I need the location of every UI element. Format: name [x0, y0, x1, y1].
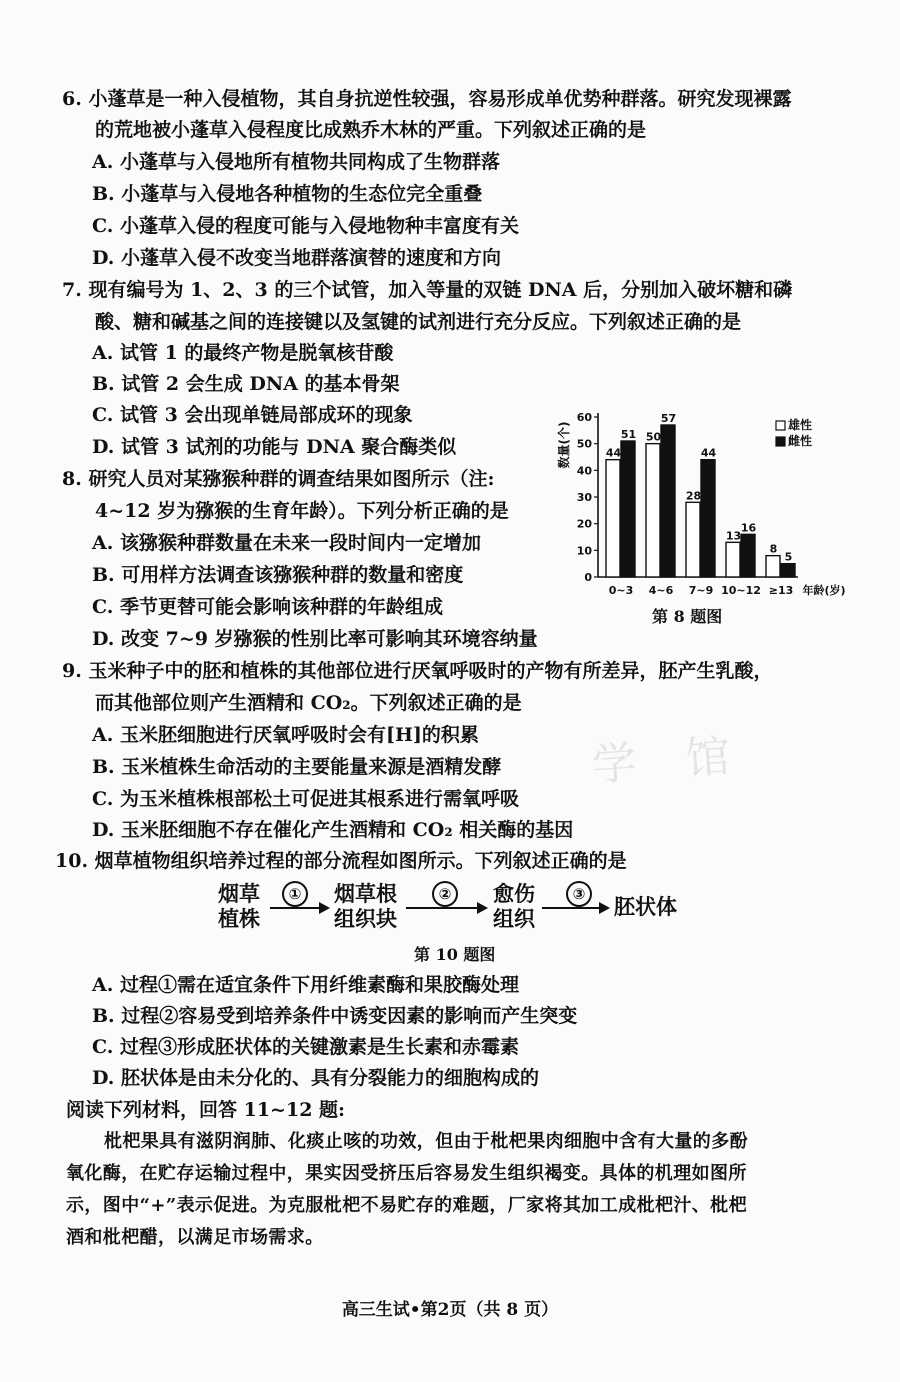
q7-option-b: B. 试管 2 会生成 DNA 的基本骨架	[92, 373, 400, 395]
y-tick-label: 20	[576, 517, 592, 531]
bar-female-3	[741, 534, 755, 577]
data-label-male-1: 50	[645, 430, 662, 444]
reading-passage-line-3: 示，图中“+”表示促进。为克服枇杷不易贮存的难题，厂家将其加工成枇杷汁、枇杷	[66, 1195, 747, 1216]
bar-female-0	[621, 441, 635, 577]
reading-passage-line-2: 氧化酶，在贮存运输过程中，果实因受挤压后容易发生组织褐变。具体的机理如图所	[66, 1163, 747, 1184]
y-tick-label: 50	[576, 437, 592, 451]
flow-step-1-marker: ①	[282, 881, 308, 907]
q8-figure-caption: 第 8 题图	[652, 607, 723, 626]
bar-male-0	[606, 460, 620, 577]
x-tick-label: 7~9	[688, 584, 714, 597]
legend-label-male: 雄性	[788, 418, 813, 432]
data-label-male-3: 13	[725, 529, 742, 543]
legend-swatch-female	[776, 437, 785, 446]
q9-stem-line-1: 9. 玉米种子中的胚和植株的其他部位进行厌氧呼吸时的产物有所差异，胚产生乳酸，	[62, 660, 773, 682]
chart-axes	[556, 411, 798, 584]
flow-node-tobacco-plant	[218, 881, 260, 931]
q8-option-c: C. 季节更替可能会影响该种群的年龄组成	[92, 596, 444, 618]
y-tick-label: 30	[576, 491, 592, 504]
data-label-female-1: 57	[660, 412, 677, 425]
legend-swatch-male	[776, 421, 785, 430]
q9-option-c: C. 为玉米植株根部松土可促进其根系进行需氧呼吸	[92, 788, 520, 810]
q8-option-a: A. 该猕猴种群数量在未来一段时间内一定增加	[92, 532, 481, 554]
q9-option-d: D. 玉米胚细胞不存在催化产生酒精和 CO₂ 相关酶的基因	[92, 819, 574, 841]
data-label-female-4: 5	[784, 550, 793, 564]
q6-option-c: C. 小蓬草入侵的程度可能与入侵地物种丰富度有关	[92, 215, 520, 237]
flow-node-callus-line-1: 愈伤	[493, 881, 535, 906]
y-tick-label: 40	[576, 464, 592, 478]
y-tick-label: 0	[584, 571, 592, 584]
legend-label-female: 雌性	[788, 434, 813, 448]
q8-option-d: D. 改变 7~9 岁猕猴的性别比率可影响其环境容纳量	[92, 628, 538, 650]
y-tick-label: 60	[576, 411, 592, 424]
data-label-female-3: 16	[740, 521, 757, 535]
q7-option-d: D. 试管 3 试剂的功能与 DNA 聚合酶类似	[92, 436, 457, 458]
watermark-stamp: 学 馆	[590, 729, 750, 792]
q6-option-b: B. 小蓬草与入侵地各种植物的生态位完全重叠	[92, 183, 483, 205]
flow-arrow-2	[406, 907, 486, 909]
q8-stem-line-1: 8. 研究人员对某猕猴种群的调查结果如图所示（注:	[62, 468, 495, 490]
x-tick-label: ≥13	[768, 584, 794, 597]
q10-option-c: C. 过程③形成胚状体的关键激素是生长素和赤霉素	[92, 1036, 520, 1058]
q7-stem-line-1: 7. 现有编号为 1、2、3 的三个试管，加入等量的双链 DNA 后，分别加入破坏糖和磷	[62, 279, 793, 301]
data-label-male-4: 8	[769, 542, 778, 556]
q10-option-d: D. 胚状体是由未分化的、具有分裂能力的细胞构成的	[92, 1067, 540, 1089]
y-axis-label: 数量(个)	[557, 421, 571, 469]
q8-population-bar-chart	[548, 405, 860, 623]
flow-node-tobacco-plant-line-2: 植株	[218, 906, 260, 931]
q7-stem-line-2: 酸、糖和碱基之间的连接键以及氢键的试剂进行充分反应。下列叙述正确的是	[95, 311, 742, 333]
bar-male-4	[766, 556, 780, 577]
flow-node-callus-line-2: 组织	[493, 906, 535, 931]
y-tick-label: 10	[576, 544, 592, 558]
flow-arrow-3	[542, 907, 608, 909]
bar-male-3	[726, 542, 740, 577]
q6-option-d: D. 小蓬草入侵不改变当地群落演替的速度和方向	[92, 247, 502, 269]
bar-female-1	[661, 425, 675, 577]
q10-option-b: B. 过程②容易受到培养条件中诱变因素的影响而产生突变	[92, 1005, 578, 1027]
q8-option-b: B. 可用样方法调查该猕猴种群的数量和密度	[92, 564, 464, 586]
q7-option-a: A. 试管 1 的最终产物是脱氧核苷酸	[92, 342, 394, 364]
bar-female-4	[781, 564, 795, 577]
flow-arrow-1	[270, 907, 328, 909]
x-axis-label: 年龄(岁)	[802, 584, 846, 597]
flow-node-embryoid	[614, 894, 677, 919]
reading-passage-line-1: 枇杷果具有滋阴润肺、化痰止咳的功效，但由于枇杷果肉细胞中含有大量的多酚	[104, 1131, 748, 1152]
q6-option-a: A. 小蓬草与入侵地所有植物共同构成了生物群落	[92, 151, 500, 173]
flow-node-root-tissue-line-2: 组织块	[334, 906, 397, 931]
bar-male-2	[686, 502, 700, 577]
reading-intro: 阅读下列材料，回答 11~12 题:	[66, 1099, 346, 1121]
q10-option-a: A. 过程①需在适宜条件下用纤维素酶和果胶酶处理	[92, 974, 519, 996]
flow-node-tobacco-plant-line-1: 烟草	[218, 881, 260, 906]
x-tick-label: 10~12	[721, 584, 761, 597]
flow-node-embryoid-line-1: 胚状体	[614, 894, 677, 919]
data-label-male-2: 28	[685, 489, 702, 503]
flow-node-callus	[493, 881, 535, 931]
bar-female-2	[701, 460, 715, 577]
q9-stem-line-2: 而其他部位则产生酒精和 CO₂。下列叙述正确的是	[95, 692, 522, 714]
data-label-female-2: 44	[700, 446, 717, 460]
page-footer: 高三生试•第2页（共 8 页）	[341, 1300, 559, 1320]
flow-step-3-marker: ③	[566, 881, 592, 907]
q6-stem-line-2: 的荒地被小蓬草入侵程度比成熟乔木林的严重。下列叙述正确的是	[95, 119, 647, 141]
chart-legend	[776, 417, 812, 448]
q7-option-c: C. 试管 3 会出现单链局部成环的现象	[92, 404, 413, 426]
q10-stem: 10. 烟草植物组织培养过程的部分流程如图所示。下列叙述正确的是	[55, 850, 627, 872]
reading-passage-line-4: 酒和枇杷醋，以满足市场需求。	[66, 1227, 324, 1248]
bar-male-1	[646, 444, 660, 577]
data-label-female-0: 51	[620, 428, 637, 441]
flow-step-2-marker: ②	[432, 881, 458, 907]
q9-option-a: A. 玉米胚细胞进行厌氧呼吸时会有[H]的积累	[92, 724, 479, 746]
x-tick-label: 4~6	[648, 584, 674, 597]
q9-option-b: B. 玉米植株生命活动的主要能量来源是酒精发酵	[92, 756, 502, 778]
q10-figure-caption: 第 10 题图	[414, 945, 496, 964]
q8-stem-line-2: 4~12 岁为猕猴的生育年龄）。下列分析正确的是	[95, 500, 509, 522]
data-label-male-0: 44	[605, 446, 622, 460]
x-tick-label: 0~3	[608, 584, 634, 597]
flow-node-root-tissue	[334, 881, 397, 931]
flow-node-root-tissue-line-1: 烟草根	[334, 881, 397, 906]
q6-stem-line-1: 6. 小蓬草是一种入侵植物，其自身抗逆性较强，容易形成单优势种群落。研究发现裸露	[62, 88, 792, 110]
